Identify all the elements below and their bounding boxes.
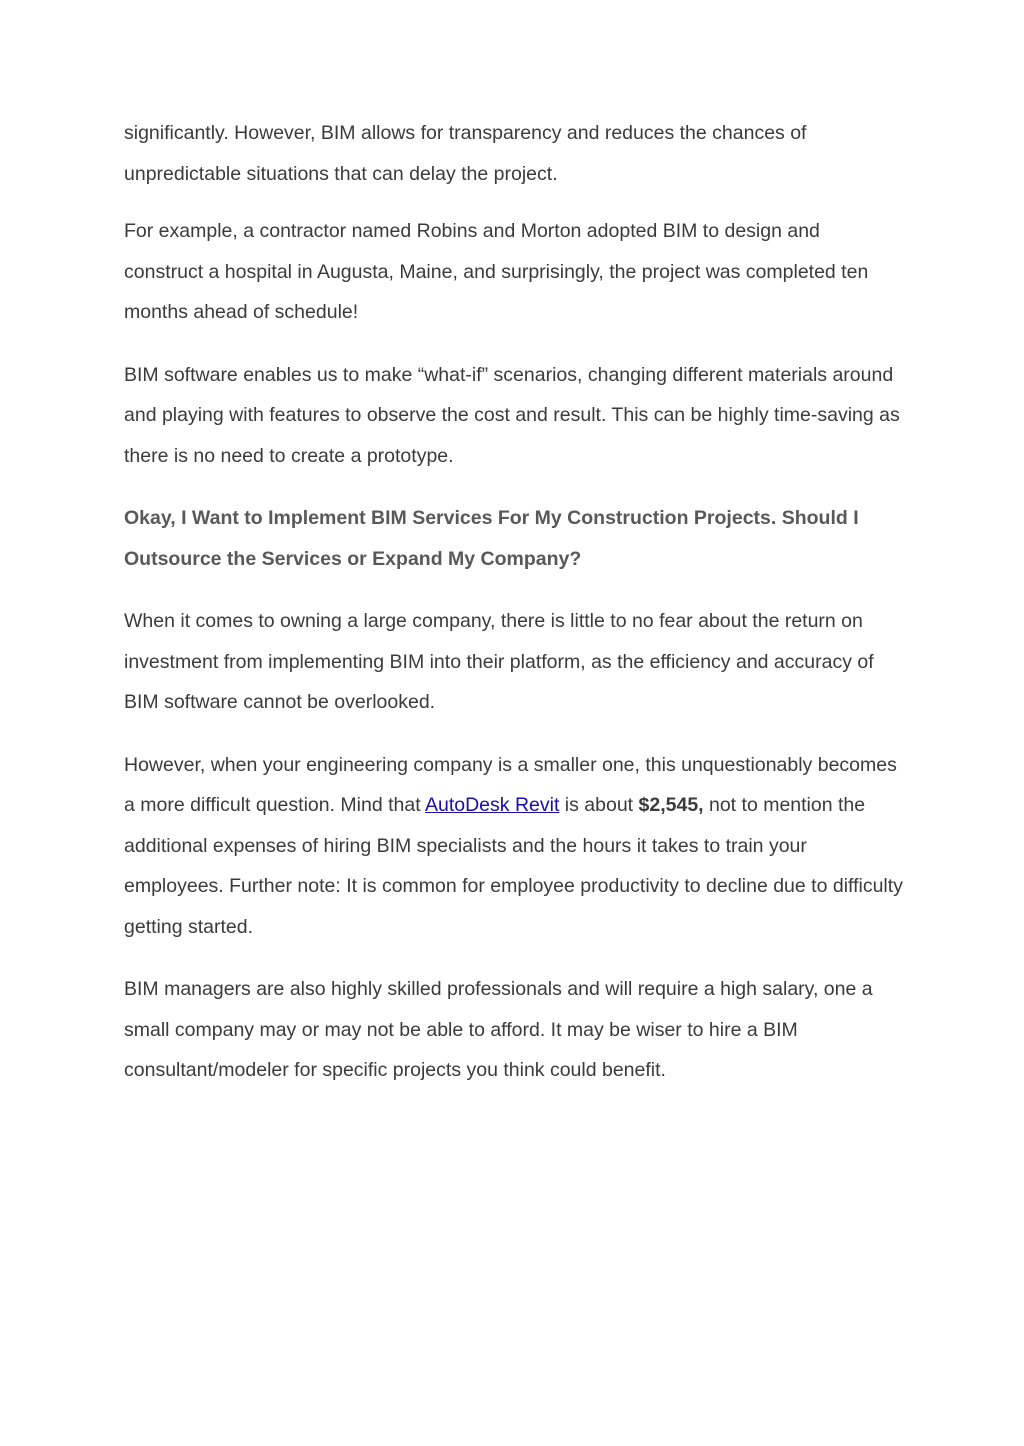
autodesk-revit-link[interactable]: AutoDesk Revit	[424, 794, 560, 816]
paragraph-small-company-between: is about	[559, 794, 639, 816]
paragraph-robins-morton-example: For example, a contractor named Robins and Morton adopted BIM to design and construct a hospital in Augusta, Maine, and surprisingly, the project was completed ten months ahead of schedule!	[124, 220, 869, 323]
paragraph-small-company	[124, 745, 904, 948]
paragraph-transparency: significantly. However, BIM allows for transparency and reduces the chances of unpredictable situations that can delay the project.	[124, 122, 807, 185]
paragraph-what-if-scenarios: BIM software enables us to make “what-if” scenarios, changing different materials around and playing with features to observe the cost and result. This can be highly time-saving as there is no need to create a prototype.	[124, 363, 900, 467]
section-heading: Okay, I Want to Implement BIM Services For My Construction Projects. Should I Outsource the Services or Expand My Company?	[124, 507, 859, 570]
paragraph-small-company-intro: However, when your engineering company is a smaller one, this unquestionably becomes a more difficult question. Mind that	[124, 753, 897, 816]
paragraph-large-company: When it comes to owning a large company, there is little to no fear about the return on investment from implementing BIM into their platform, as the efficiency and accuracy of BIM software cannot be overlooked.	[124, 610, 874, 713]
document-page	[124, 113, 904, 1091]
paragraph-bim-managers: BIM managers are also highly skilled professionals and will require a high salary, one a small company may or may not be able to afford. It may be wiser to hire a BIM consultant/modeler for specific projects you think could benefit.	[124, 978, 873, 1081]
price-value: $2,545,	[638, 794, 704, 816]
paragraph-small-company-rest: not to mention the additional expenses of hiring BIM specialists and the hours it takes to train your employees. Further note: It is common for employee productivity to decline due to difficulty getting started.	[124, 794, 903, 938]
